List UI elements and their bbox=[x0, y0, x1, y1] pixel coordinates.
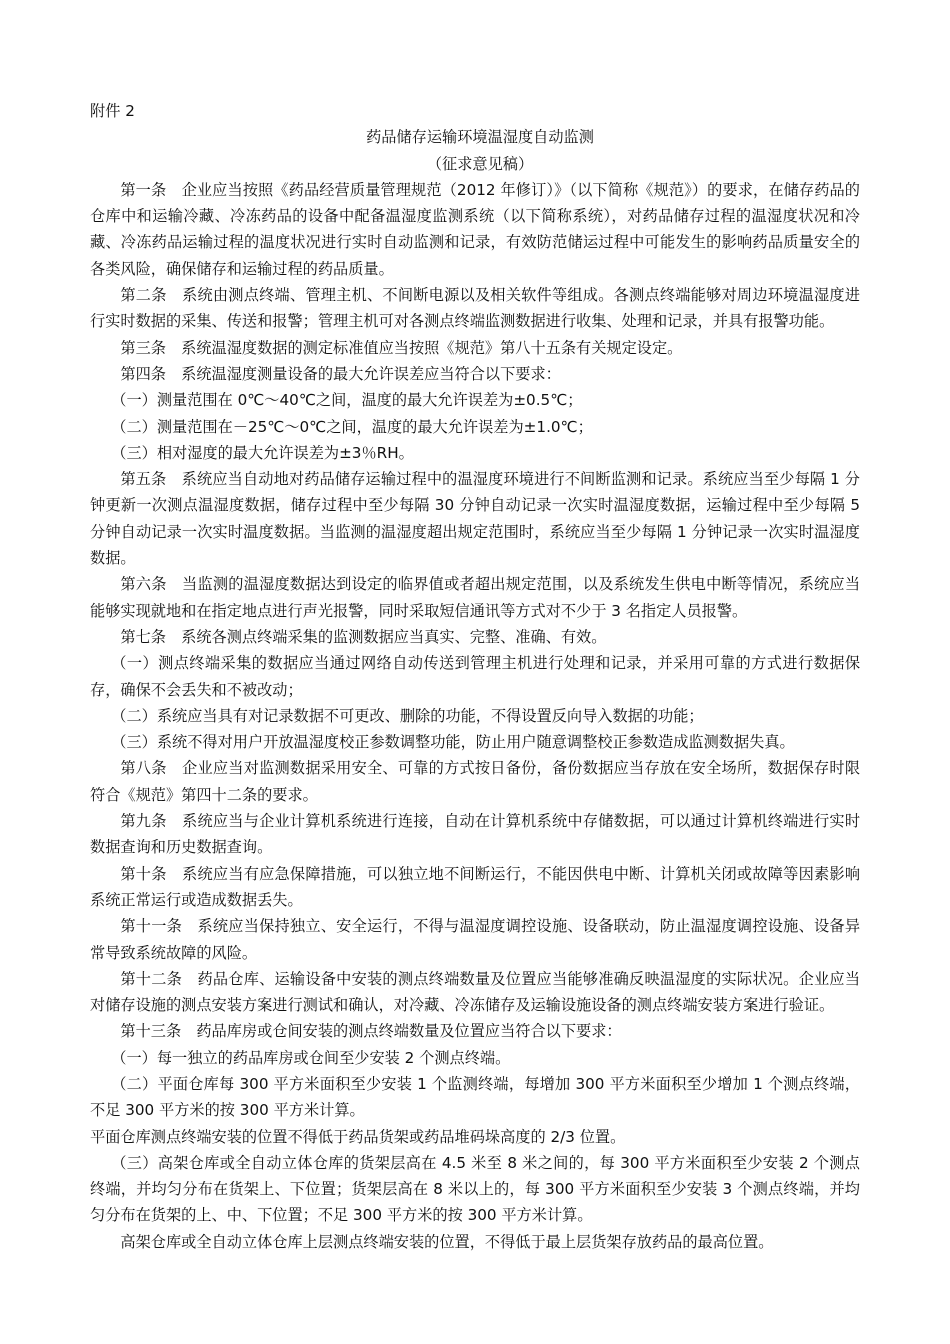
paragraph: （一）测量范围在 0℃～40℃之间，温度的最大允许误差为±0.5℃； bbox=[111, 391, 583, 410]
paragraph: （三）相对湿度的最大允许误差为±3％RH。 bbox=[111, 443, 414, 462]
paragraph: 第三条 系统温湿度数据的测定标准值应当按照《规范》第八十五条有关规定设定。 bbox=[120, 338, 683, 357]
paragraph: （二）平面仓库每 300 平方米面积至少安装 1 个监测终端，每增加 300 平方米面积至少增加 1 个测点终端，不足 300 平方米的按 300 平方米计算。 bbox=[90, 1074, 860, 1120]
paragraph: 第十三条 药品库房或仓间安装的测点终端数量及位置应当符合以下要求： bbox=[120, 1022, 622, 1041]
attachment-label: 附件 2 bbox=[90, 102, 135, 120]
document-body bbox=[90, 98, 860, 1255]
paragraph: 第二条 系统由测点终端、管理主机、不间断电源以及相关软件等组成。各测点终端能够对周边环境温湿度进行实时数据的采集、传送和报警；管理主机可对各测点终端监测数据进行收集、处理和记录，并具有报警功能。 bbox=[90, 286, 860, 331]
paragraph: 第十二条 药品仓库、运输设备中安装的测点终端数量及位置应当能够准确反映温湿度的实际状况。企业应当对储存设施的测点安装方案进行测试和确认，对冷藏、冷冻储存及运输设施设备的测点终端安装方案进行验证。 bbox=[90, 969, 860, 1015]
paragraph: （一）测点终端采集的数据应当通过网络自动传送到管理主机进行处理和记录，并采用可靠的方式进行数据保存，确保不会丢失和不被改动； bbox=[90, 654, 860, 699]
paragraph: 平面仓库测点终端安装的位置不得低于药品货架或药品堆码垛高度的 2/3 位置。 bbox=[90, 1127, 626, 1146]
paragraph: 第六条 当监测的温湿度数据达到设定的临界值或者超出规定范围，以及系统发生供电中断等情况，系统应当能够实现就地和在指定地点进行声光报警，同时采取短信通讯等方式对不少于 3 名指定人员报警。 bbox=[90, 575, 860, 620]
paragraph: 第七条 系统各测点终端采集的监测数据应当真实、完整、准确、有效。 bbox=[120, 627, 607, 646]
document-title: 药品储存运输环境温湿度自动监测 bbox=[366, 128, 594, 147]
paragraph: 第八条 企业应当对监测数据采用安全、可靠的方式按日备份，备份数据应当存放在安全场所，数据保存时限符合《规范》第四十二条的要求。 bbox=[90, 759, 860, 804]
paragraph: 第十条 系统应当有应急保障措施，可以独立地不间断运行，不能因供电中断、计算机关闭或故障等因素影响系统正常运行或造成数据丢失。 bbox=[90, 864, 860, 909]
paragraph: （二）系统应当具有对记录数据不可更改、删除的功能，不得设置反向导入数据的功能； bbox=[111, 706, 704, 725]
paragraph: 第四条 系统温湿度测量设备的最大允许误差应当符合以下要求： bbox=[120, 364, 561, 383]
paragraph: 第一条 企业应当按照《药品经营质量管理规范（2012 年修订）》（以下简称《规范》）的要求，在储存药品的仓库中和运输冷藏、冷冻药品的设备中配备温湿度监测系统（以下简称系统），对药品储存过程的温湿度状况和冷藏、冷冻药品运输过程的温度状况进行实时自动监测和记录，有效防范储运过程中可能发生的影响药品质量安全的各类风险，确保储存和运输过程的药品质量。 bbox=[90, 180, 860, 278]
article-list bbox=[90, 177, 860, 1255]
document-subtitle: （征求意见稿） bbox=[426, 154, 534, 173]
paragraph: 第十一条 系统应当保持独立、安全运行，不得与温湿度调控设施、设备联动，防止温湿度调控设施、设备异常导致系统故障的风险。 bbox=[90, 917, 860, 962]
paragraph: （三）高架仓库或全自动立体仓库的货架层高在 4.5 米至 8 米之间的，每 300 平方米面积至少安装 2 个测点终端，并均匀分布在货架上、下位置；货架层高在 8 米以上的，每 300 平方米面积至少安装 3 个测点终端，并均匀分布在货架的上、中、下位置；不足 300 平方米的按 300 平方米计算。 bbox=[90, 1153, 860, 1225]
paragraph: 高架仓库或全自动立体仓库上层测点终端安装的位置，不得低于最上层货架存放药品的最高位置。 bbox=[120, 1232, 774, 1251]
paragraph: （三）系统不得对用户开放温湿度校正参数调整功能，防止用户随意调整校正参数造成监测数据失真。 bbox=[111, 733, 795, 752]
paragraph: （二）测量范围在－25℃～0℃之间，温度的最大允许误差为±1.0℃； bbox=[111, 417, 593, 436]
paragraph: 第九条 系统应当与企业计算机系统进行连接，自动在计算机系统中存储数据，可以通过计算机终端进行实时数据查询和历史数据查询。 bbox=[90, 812, 860, 857]
paragraph: （一）每一独立的药品库房或仓间至少安装 2 个测点终端。 bbox=[111, 1048, 511, 1067]
paragraph: 第五条 系统应当自动地对药品储存运输过程中的温湿度环境进行不间断监测和记录。系统应当至少每隔 1 分钟更新一次测点温湿度数据，储存过程中至少每隔 30 分钟自动记录一次实时温湿度数据，运输过程中至少每隔 5 分钟自动记录一次实时温度数据。当监测的温湿度超出规定范围时，系统应当至少每隔 1 分钟记录一次实时温湿度数据。 bbox=[90, 470, 860, 568]
